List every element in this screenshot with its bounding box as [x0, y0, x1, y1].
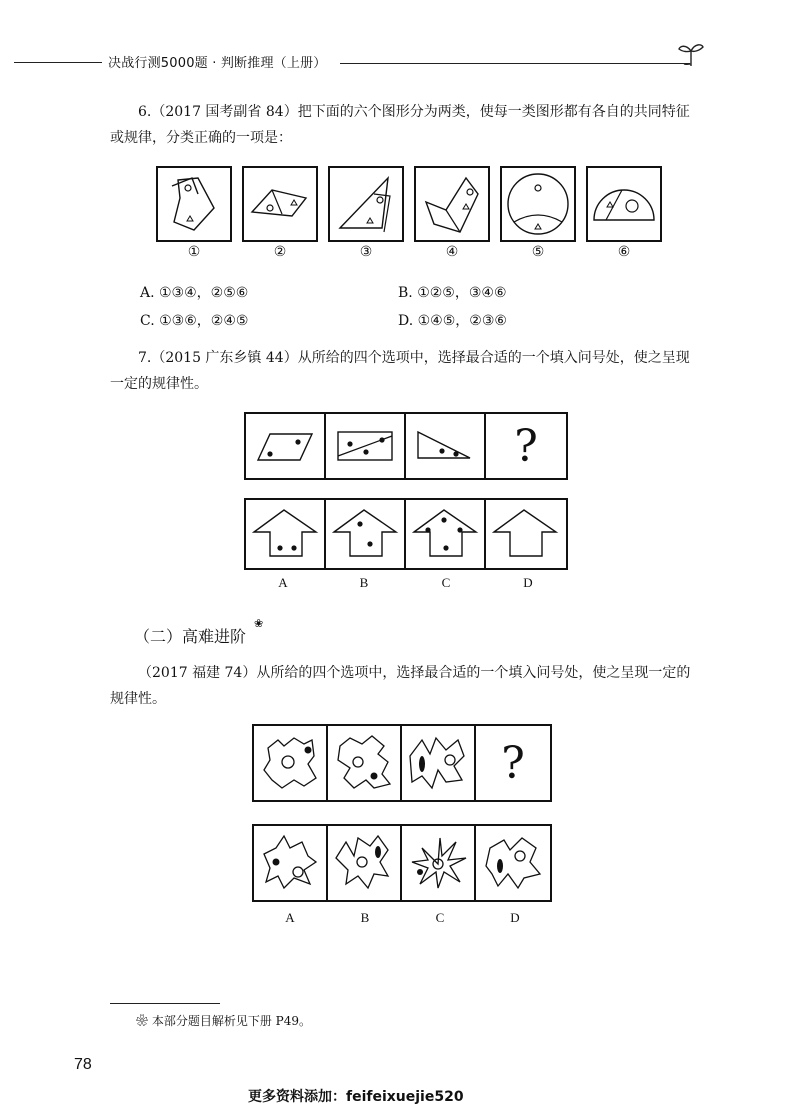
q6-figure-6 [586, 166, 662, 242]
section-star-icon: ❀ [254, 617, 264, 630]
running-header-title: 决战行测5000题 · 判断推理（上册） [108, 56, 327, 71]
q8-question-mark: ? [501, 737, 525, 789]
q6-label-3: ③ [359, 244, 373, 260]
q6-figure-1 [156, 166, 232, 242]
sprout-icon [676, 40, 706, 68]
q7-letter-d: D [523, 575, 533, 590]
q8-question-cell-1 [254, 726, 328, 800]
q8-question-cell-2 [328, 726, 402, 800]
q6-figure-5 [500, 166, 576, 242]
q6-figure-2 [242, 166, 318, 242]
q8-letter-d: D [510, 910, 520, 925]
header-rule-right [340, 63, 690, 64]
q7-question-mark-cell [486, 414, 566, 478]
header-rule-left [14, 62, 102, 63]
q7-letter-c: C [441, 575, 451, 590]
q7-option-cell-c[interactable] [406, 500, 486, 568]
section-title: （二）高难进阶 [134, 627, 247, 646]
q8-question-cell-3 [402, 726, 476, 800]
q7-question-cell-2 [326, 414, 406, 478]
question-7-text: 7.（2015 广东乡镇 44）从所给的四个选项中，选择最合适的一个填入问号处，使之呈现一定的规律性。 [110, 350, 690, 392]
q8-letter-b: B [360, 910, 370, 925]
q6-label-1: ① [187, 244, 201, 260]
q7-letter-b: B [359, 575, 369, 590]
page-number: 78 [74, 1056, 92, 1073]
q6-figures [156, 166, 662, 260]
q8-option-row [252, 824, 552, 902]
q8-option-cell-d[interactable] [476, 826, 550, 900]
q6-option-c[interactable]: C. ①③⑥，②④⑤ [140, 313, 249, 329]
q6-option-a[interactable]: A. ①③④，②⑤⑥ [140, 285, 249, 301]
q7-question-cell-3 [406, 414, 486, 478]
footnote-text: ❀ 本部分题目解析见下册 P49。 [136, 1014, 311, 1028]
q6-label-6: ⑥ [617, 244, 631, 260]
q8-option-cell-a[interactable] [254, 826, 328, 900]
q8-letter-a: A [285, 910, 295, 925]
q6-label-2: ② [273, 244, 287, 260]
q8-question-row [252, 724, 552, 802]
q6-figure-4 [414, 166, 490, 242]
q8-letters [252, 910, 552, 926]
bottom-ad-text: 更多资料添加：feifeixuejie520 [248, 1089, 464, 1105]
q8-option-cell-b[interactable] [328, 826, 402, 900]
q6-label-5: ⑤ [531, 244, 545, 260]
q7-question-mark: ? [514, 420, 538, 472]
q7-question-row [244, 412, 568, 480]
q7-letter-a: A [278, 575, 288, 590]
q7-option-cell-d[interactable] [486, 500, 566, 568]
question-6-text: 6.（2017 国考副省 84）把下面的六个图形分为两类，使每一类图形都有各自的共同特征或规律，分类正确的一项是： [110, 104, 690, 146]
q8-letter-c: C [435, 910, 445, 925]
question-8-text: （2017 福建 74）从所给的四个选项中，选择最合适的一个填入问号处，使之呈现一定的规律性。 [110, 665, 691, 707]
q6-option-b[interactable]: B. ①②⑤，③④⑥ [398, 285, 507, 301]
q6-label-4: ④ [445, 244, 459, 260]
q7-question-cell-1 [246, 414, 326, 478]
q6-option-d[interactable]: D. ①④⑤，②③⑥ [398, 313, 507, 329]
footnote-rule [110, 1003, 220, 1004]
q7-option-cell-b[interactable] [326, 500, 406, 568]
q7-option-cell-a[interactable] [246, 500, 326, 568]
q8-option-cell-c[interactable] [402, 826, 476, 900]
q8-question-mark-cell [476, 726, 550, 800]
q6-figure-3 [328, 166, 404, 242]
q7-letters [244, 575, 568, 591]
q7-option-row [244, 498, 568, 570]
